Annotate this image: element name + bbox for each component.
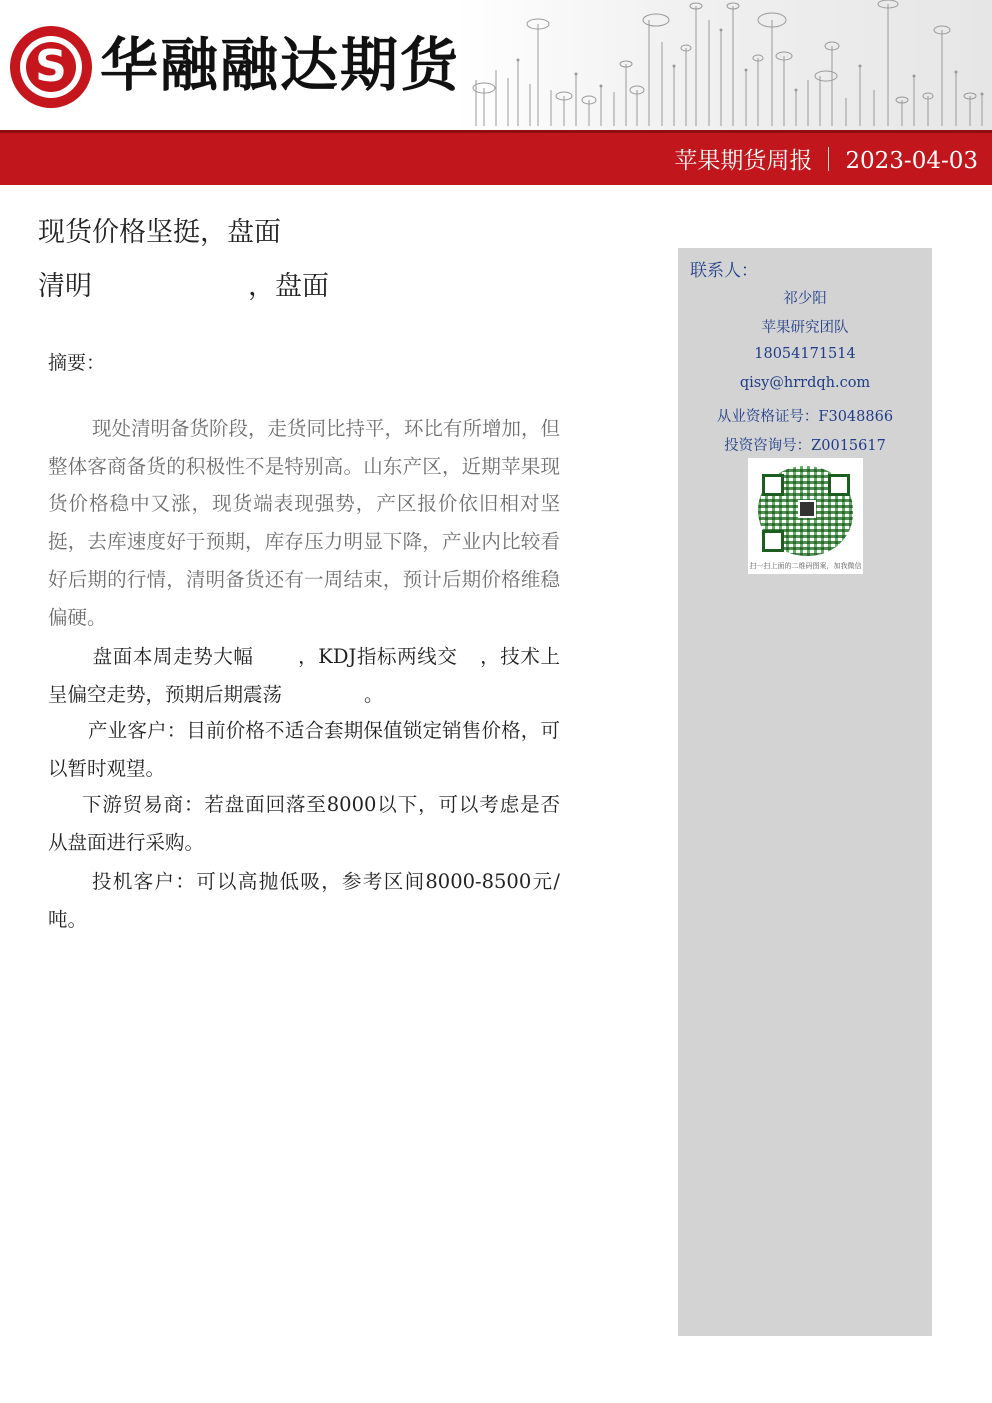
qr-caption: 扫一扫上面的二维码图案，加我微信 [749, 562, 862, 570]
contact-email[interactable]: qisy@hrrdqh.com [739, 375, 871, 391]
report-separator [828, 147, 829, 171]
contact-team: 苹果研究团队 [761, 320, 849, 336]
header-decoration [456, 0, 992, 130]
company-logo-icon: S [10, 26, 92, 108]
headline-line-1: 现货价格坚挺，盘面 [38, 217, 281, 248]
summary-paragraph-4: 下游贸易商：若盘面回落至8000以下，可以考虑是否从盘面进行采购。 [48, 793, 560, 854]
headline-line-2 [38, 264, 329, 303]
summary-paragraph-2 [48, 638, 560, 713]
para2-part-d: 。 [364, 682, 384, 706]
summary-paragraph-3: 产业客户：目前价格不适合套期保值锁定销售价格，可以暂时观望。 [48, 719, 560, 780]
para2-part-b: ，KDJ指标两线交 [297, 645, 458, 668]
report-title: 苹果期货周报 [674, 148, 813, 174]
contact-phone: 18054171514 [754, 346, 856, 362]
summary-heading: 摘要： [48, 352, 106, 374]
headline-line-2-part-a: 清明 [38, 271, 92, 302]
company-name: 华融融达期货 [100, 31, 461, 99]
para2-part-c: ，技术上呈偏空走势，预期后期震荡 [48, 645, 560, 706]
report-date: 2023-04-03 [845, 148, 978, 174]
wechat-qr-code-icon [748, 458, 863, 574]
report-heading [674, 142, 978, 175]
summary-paragraph-1: 现处清明备货阶段，走货同比持平，环比有所增加，但整体客商备货的积极性不是特别高。山东产区，近期苹果现货价格稳中又涨，现货端表现强势，产区报价依旧相对坚挺，去库速度好于预期，库存压力明显下降，产业内比较看好后期的行情，清明备货还有一周结束，预计后期价格维稳偏硬。 [48, 417, 561, 629]
para2-part-a: 盘面本周走势大幅 [92, 645, 254, 668]
headline-line-2-part-b: ，盘面 [248, 271, 329, 302]
contact-license: 从业资格证号：F3048866 [716, 409, 894, 425]
contact-name: 祁少阳 [783, 291, 827, 307]
contact-consult-number: 投资咨询号：Z0015617 [724, 438, 886, 454]
page-header [0, 0, 992, 130]
summary-paragraph-5: 投机客户：可以高抛低吸，参考区间8000-8500元/吨。 [48, 870, 560, 931]
contact-heading: 联系人： [690, 261, 758, 281]
